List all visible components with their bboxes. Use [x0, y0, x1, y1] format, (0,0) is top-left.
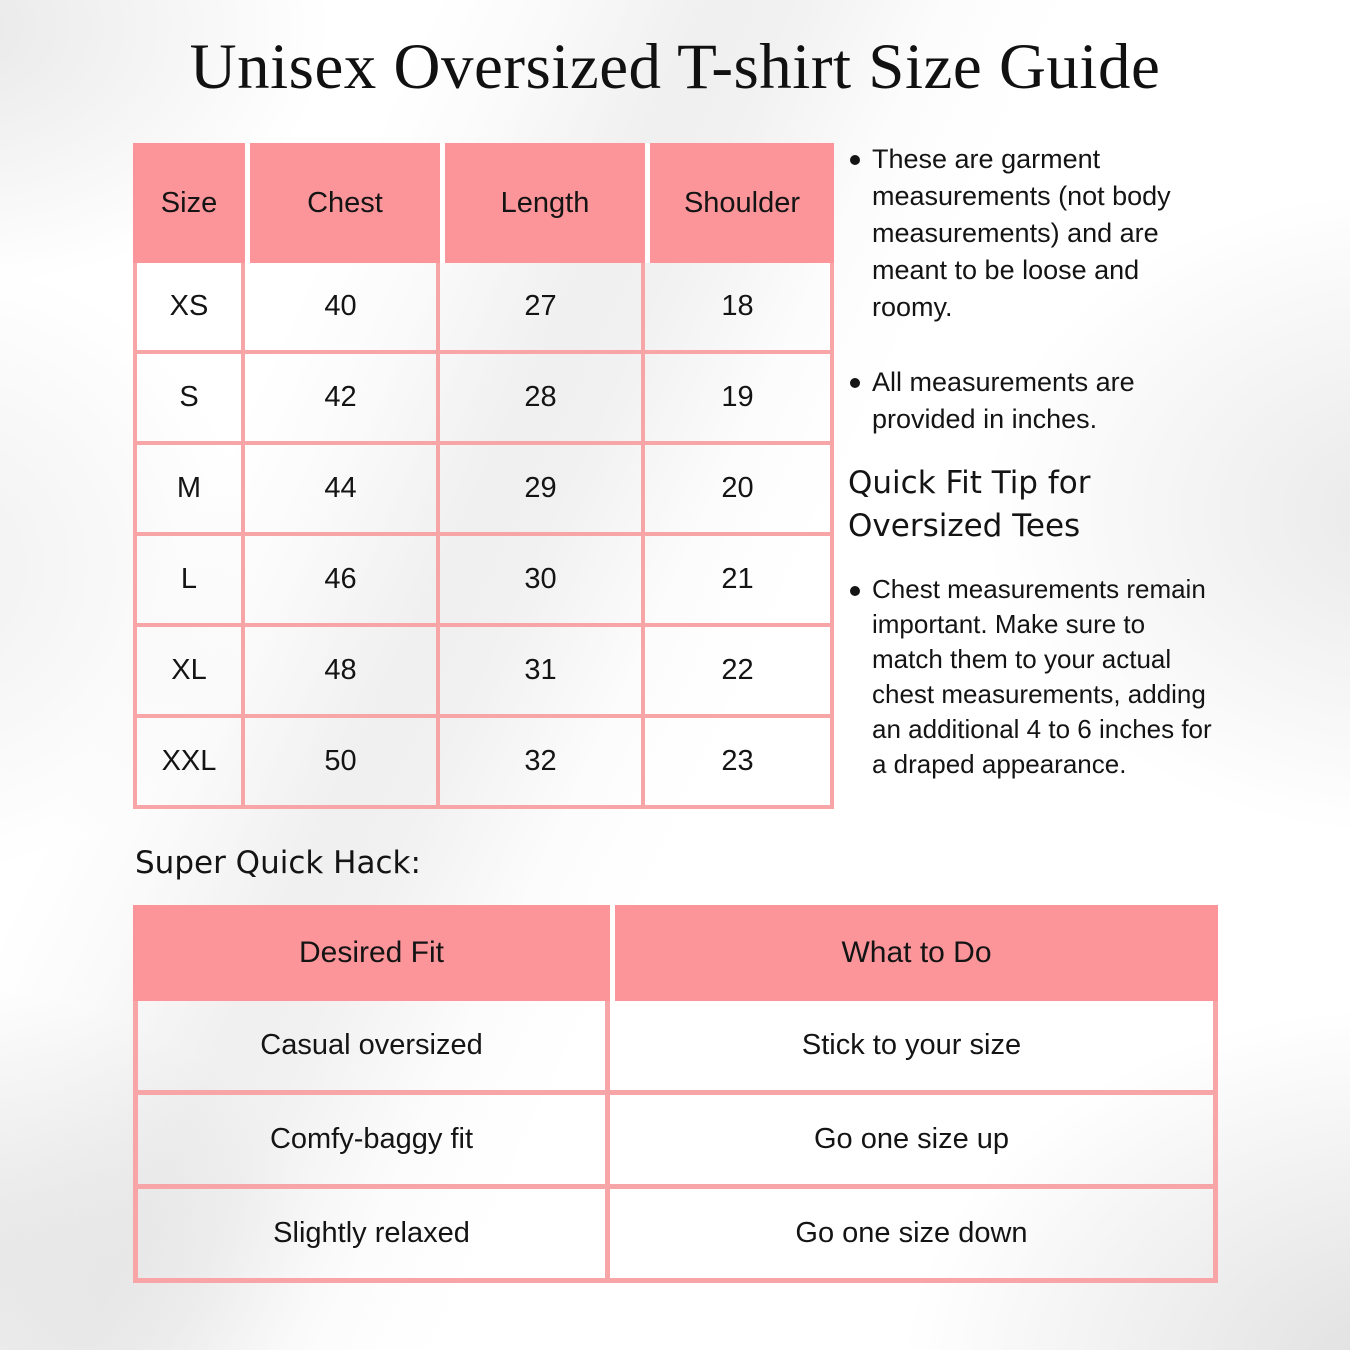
size-table-cell: M — [133, 445, 245, 536]
size-table-header-length: Length — [440, 143, 645, 263]
size-table-cell: L — [133, 536, 245, 627]
hack-table-header-desired-fit: Desired Fit — [133, 905, 610, 1001]
note-text: All measurements are provided in inches. — [872, 367, 1135, 434]
hack-table-cell: Casual oversized — [133, 1001, 610, 1095]
size-table-cell: 31 — [440, 627, 645, 718]
bullet-icon — [850, 586, 860, 596]
size-table-cell: XS — [133, 263, 245, 354]
note-chest-tip — [848, 572, 1220, 782]
size-table-cell: 22 — [645, 627, 834, 718]
note-text: These are garment measurements (not body measurements) and are meant to be loose and roomy. — [872, 144, 1171, 322]
hack-table-cell: Stick to your size — [610, 1001, 1218, 1095]
size-table-cell: 18 — [645, 263, 834, 354]
size-table-cell: S — [133, 354, 245, 445]
size-table-cell: XXL — [133, 718, 245, 809]
size-table-cell: 28 — [440, 354, 645, 445]
size-table-cell: 30 — [440, 536, 645, 627]
notes-column — [848, 141, 1220, 782]
size-table-cell: 23 — [645, 718, 834, 809]
size-table-cell: 21 — [645, 536, 834, 627]
hack-table-cell: Slightly relaxed — [133, 1189, 610, 1283]
hack-table-cell: Go one size up — [610, 1095, 1218, 1189]
hack-table-header-what-to-do: What to Do — [610, 905, 1218, 1001]
size-table-cell: 20 — [645, 445, 834, 536]
size-table-cell: 32 — [440, 718, 645, 809]
size-table-cell: 40 — [245, 263, 440, 354]
note-text: Chest measurements remain important. Make sure to match them to your actual chest measurements, adding an additional 4 to 6 inches for a draped appearance. — [872, 574, 1212, 779]
size-table-cell: 29 — [440, 445, 645, 536]
size-table-cell: 50 — [245, 718, 440, 809]
size-table-cell: 27 — [440, 263, 645, 354]
size-guide-table — [133, 143, 834, 809]
size-table-cell: 42 — [245, 354, 440, 445]
size-table-cell: XL — [133, 627, 245, 718]
size-table-header-chest: Chest — [245, 143, 440, 263]
size-table-header-size: Size — [133, 143, 245, 263]
size-table-cell: 48 — [245, 627, 440, 718]
quick-fit-tip-heading: Quick Fit Tip for Oversized Tees — [848, 465, 1091, 544]
note-garment-measurements — [848, 141, 1220, 326]
size-table-header-shoulder: Shoulder — [645, 143, 834, 263]
size-table-cell: 19 — [645, 354, 834, 445]
size-table-cell: 44 — [245, 445, 440, 536]
quick-hack-table — [133, 905, 1218, 1283]
hack-table-cell: Comfy-baggy fit — [133, 1095, 610, 1189]
bullet-icon — [850, 378, 860, 388]
bullet-icon — [850, 155, 860, 165]
hack-table-cell: Go one size down — [610, 1189, 1218, 1283]
size-table-cell: 46 — [245, 536, 440, 627]
page-title: Unisex Oversized T-shirt Size Guide — [189, 31, 1161, 103]
note-inches — [848, 364, 1220, 438]
super-quick-hack-heading: Super Quick Hack: — [135, 845, 421, 881]
